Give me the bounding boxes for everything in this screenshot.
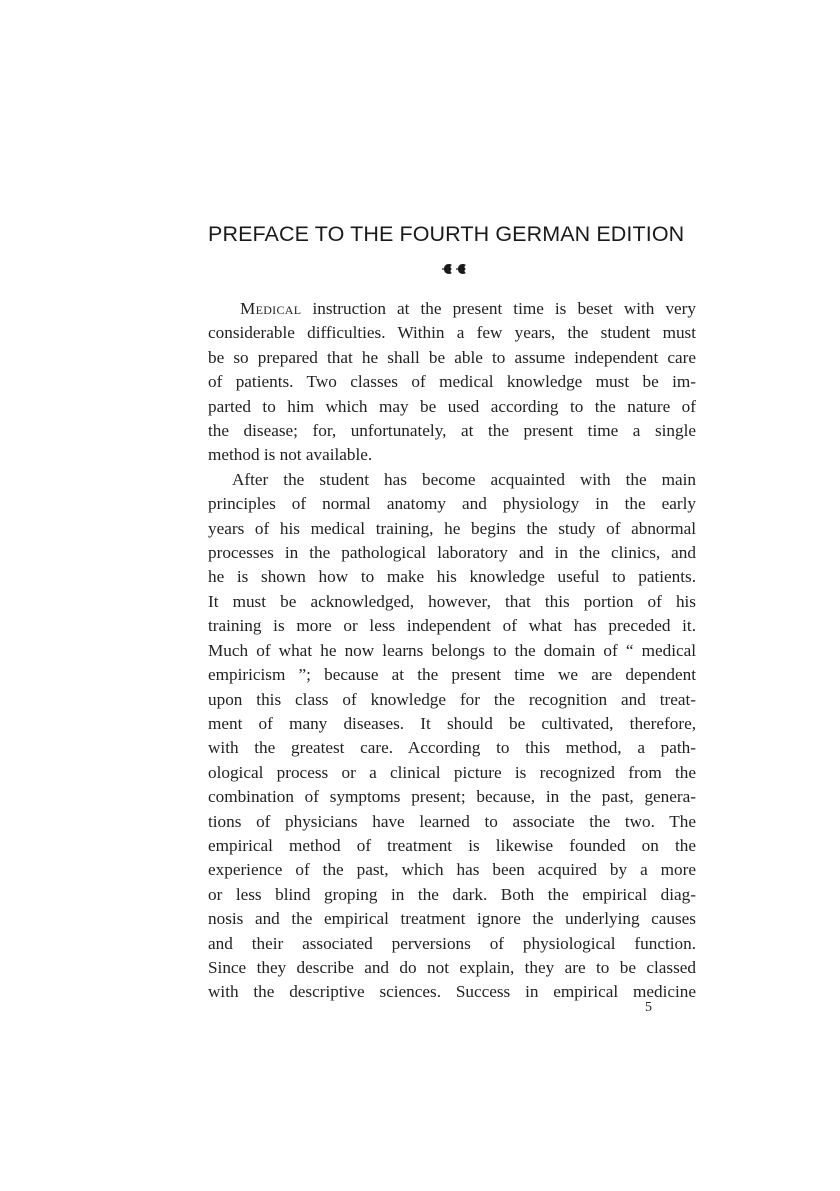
text-line: with the greatest care. According to this method, a path- (208, 738, 696, 758)
text-line: be so prepared that he shall be able to assume independent care (208, 347, 696, 367)
text-line: After the student has become acquainted with the main (232, 469, 696, 489)
text-line: experience of the past, which has been acquired by a more (208, 860, 696, 880)
text-line: the disease; for, unfortunately, at the present time a single (208, 421, 696, 441)
text-line: Much of what he now learns belongs to the domain of “ medical (208, 640, 696, 660)
text-line: It must be acknowledged, however, that this portion of his (208, 591, 696, 611)
text-line: nosis and the empirical treatment ignore the underlying causes (208, 909, 696, 929)
text-line: he is shown how to make his knowledge useful to patients. (208, 567, 696, 587)
preface-body (208, 297, 696, 1005)
page-title: PREFACE TO THE FOURTH GERMAN EDITION (208, 222, 685, 246)
text-line: ological process or a clinical picture is recognized from the (208, 762, 696, 782)
text-line: of patients. Two classes of medical knowledge must be im- (208, 372, 696, 392)
text-line: tions of physicians have learned to associate the two. The (208, 811, 696, 831)
text-line: empiricism ”; because at the present time we are dependent (208, 665, 696, 685)
ornament-icon (441, 262, 471, 276)
text-line: ment of many diseases. It should be cultivated, therefore, (208, 713, 696, 733)
text-line: principles of normal anatomy and physiology in the early (208, 494, 696, 514)
text-line: combination of symptoms present; because, in the past, genera- (208, 787, 696, 807)
text-line: with the descriptive sciences. Success in empirical medicine (208, 982, 696, 1002)
paragraph-2 (208, 468, 696, 1005)
text-line: training is more or less independent of what has preceded it. (208, 616, 696, 636)
text-line: Since they describe and do not explain, they are to be classed (208, 957, 696, 977)
text-line: upon this class of knowledge for the recognition and treat- (208, 689, 696, 709)
text-line: or less blind groping in the dark. Both the empirical diag- (208, 884, 696, 904)
text-line: Medical instruction at the present time is beset with very (240, 299, 696, 318)
page-number: 5 (645, 1000, 652, 1015)
lead-word: Medical (240, 299, 302, 318)
text-line: empirical method of treatment is likewise founded on the (208, 835, 696, 855)
paragraph-1 (208, 297, 696, 468)
text-line: considerable difficulties. Within a few years, the student must (208, 323, 696, 343)
text-line: parted to him which may be used according to the nature of (208, 396, 696, 416)
text-line: years of his medical training, he begins the study of abnormal (208, 518, 696, 538)
text-line: and their associated perversions of physiological function. (208, 933, 696, 953)
text-line: method is not available. (208, 445, 373, 465)
text-line: processes in the pathological laboratory and in the clinics, and (208, 543, 696, 563)
